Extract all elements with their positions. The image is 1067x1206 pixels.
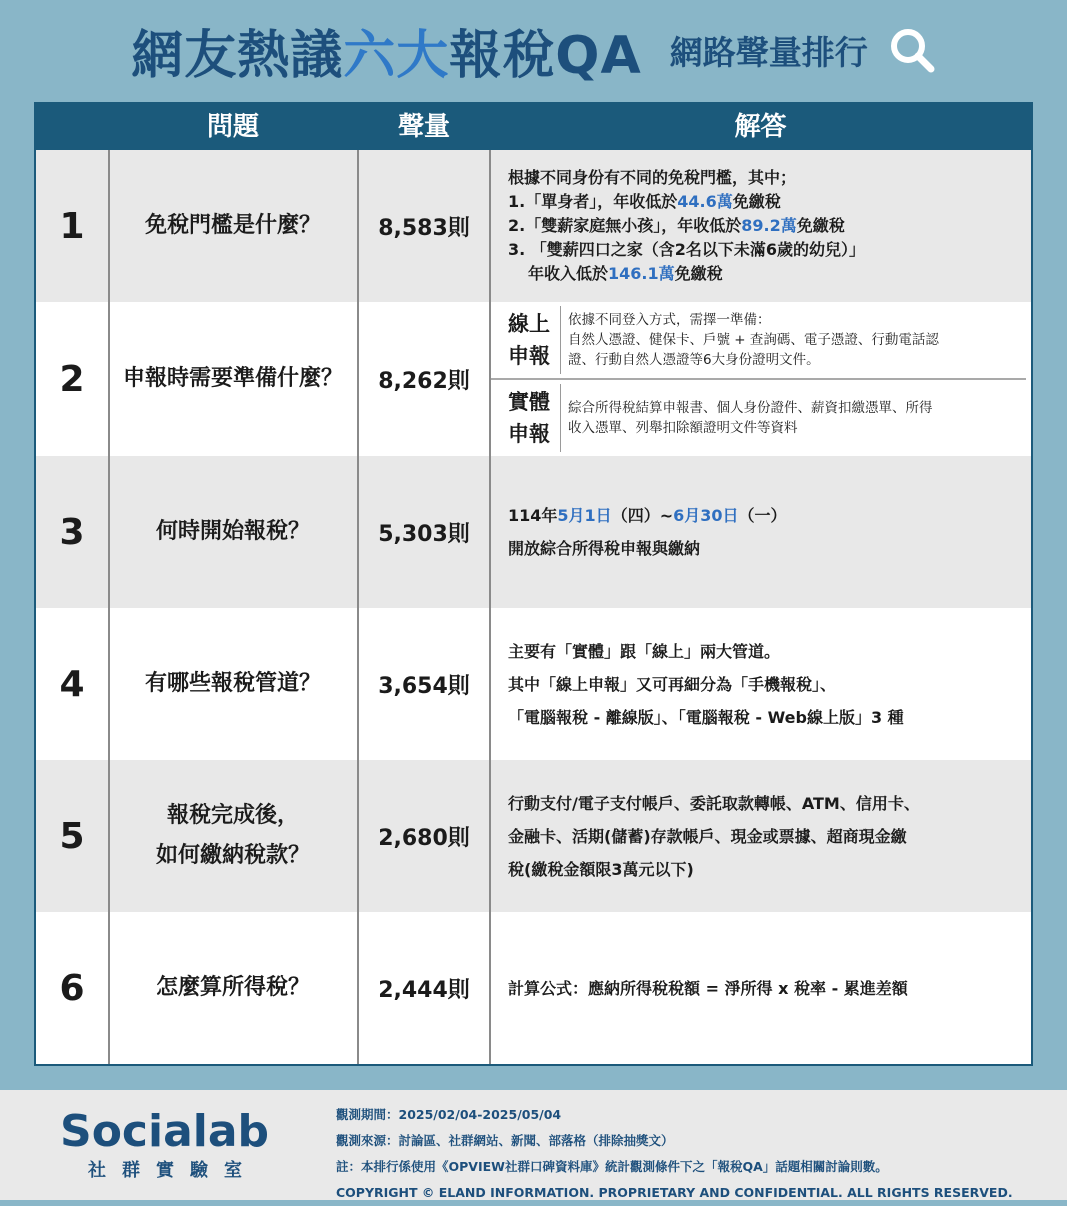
answer-line: 開放綜合所得稅申報與繳納 [508,539,701,558]
table-row [36,608,1031,760]
row-answer [490,150,1031,302]
online-filing-text: 依據不同登入方式，需擇一準備： 自然人憑證、健保卡、戶號 + 查詢碼、電子憑證、行動電話認 證、行動自然人憑證等6大身份證明文件。 [568,312,939,368]
header-volume: 聲量 [397,112,450,142]
title-bar [0,0,1067,100]
answer-line: 「電腦報稅 - 離線版」、「電腦報稅 - Web線上版」3 種 [508,707,904,727]
online-filing [490,302,1026,378]
row-answer [490,302,1031,456]
footnote: 註：本排行係使用《OPVIEW社群口碑資料庫》統計觀測條件下之「報稅QA」話題相關討論則數。 [336,1159,888,1174]
row-number: 6 [59,967,85,1009]
divider [560,306,561,374]
title-highlight: 六大 [343,25,450,86]
observation-source: 觀測來源：討論區、社群網站、新聞、部落格（排除抽獎文） [336,1133,674,1148]
table-header [36,104,1031,150]
table-row [36,760,1031,912]
answer-line: 金融卡、活期(儲蓄)存款帳戶、現金或票據、超商現金繳 [508,826,907,846]
answer-line: 計算公式：應納所得稅稅額 = 淨所得 x 稅率 - 累進差額 [508,978,908,998]
row-number: 1 [59,205,85,247]
table-row [36,456,1031,608]
answer-line: 1.「單身者」，年收低於44.6萬免繳稅 [508,192,781,211]
column-divider [489,150,491,1064]
column-divider [357,150,359,1064]
footer-notes [336,1102,1056,1206]
row-volume: 2,444則 [378,977,470,1003]
header-question: 問題 [206,112,259,142]
physical-filing-label: 實體 申報 [508,390,550,446]
row-question: 免稅門檻是什麼？ [144,213,321,238]
row-volume: 8,583則 [378,215,470,241]
row-answer [490,912,1031,1064]
row-question: 有哪些報稅管道？ [144,671,321,696]
socialab-logo [60,1108,300,1188]
page-title [131,13,641,88]
row-answer [490,456,1031,608]
answer-line: 其中「線上申報」又可再細分為「手機報稅」、 [508,674,837,694]
row-question: 報稅完成後， 如何繳納稅款？ [155,803,310,868]
row-volume: 3,654則 [378,673,470,699]
row-answer [490,608,1031,760]
table-row [36,150,1031,302]
divider [560,384,561,452]
row-question: 何時開始報稅？ [155,519,310,544]
column-divider [108,150,110,1064]
row-number: 3 [59,511,85,553]
qa-table [34,102,1033,1066]
page-subtitle: 網路聲量排行 [669,32,868,72]
online-filing-label: 線上 申報 [508,312,550,368]
row-number: 5 [59,815,85,857]
answer-line: 2.「雙薪家庭無小孩」，年收低於89.2萬免繳稅 [508,216,845,235]
row-number: 4 [59,663,85,705]
row-number: 2 [59,358,85,400]
answer-line: 行動支付/電子支付帳戶、委託取款轉帳、ATM、信用卡、 [508,793,920,813]
answer-line: 根據不同身份有不同的免稅門檻，其中； [508,168,797,187]
physical-filing-text: 綜合所得稅結算申報書、個人身份證件、薪資扣繳憑單、所得 收入憑單、列舉扣除額證明文件等資料 [568,400,933,436]
row-question: 申報時需要準備什麼？ [122,366,343,391]
answer-line: 年收入低於146.1萬免繳稅 [528,264,723,283]
observation-period: 觀測期間：2025/02/04-2025/05/04 [336,1107,562,1122]
title-part2: 報稅QA [449,25,642,86]
logo-text: Socialab [60,1106,270,1157]
physical-filing [490,380,1026,456]
logo-subtitle: 社群實驗室 [88,1160,258,1181]
row-question: 怎麼算所得稅？ [155,975,310,1000]
row-answer [490,760,1031,912]
search-icon [888,26,936,74]
header-answer: 解答 [734,112,787,142]
footer [0,1090,1067,1200]
title-part1: 網友熱議 [131,25,344,86]
row-volume: 5,303則 [378,521,470,547]
row-volume: 2,680則 [378,825,470,851]
table-row [36,302,1031,456]
copyright: COPYRIGHT © ELAND INFORMATION. PROPRIETARY AND CONFIDENTIAL. ALL RIGHTS RESERVED. [336,1185,1013,1200]
answer-line: 3. 「雙薪四口之家（含2名以下未滿6歲的幼兒）」 [508,240,866,259]
table-row [36,912,1031,1064]
row-volume: 8,262則 [378,368,470,394]
answer-line: 主要有「實體」跟「線上」兩大管道。 [508,641,781,661]
answer-line: 稅(繳稅金額限3萬元以下) [508,859,694,879]
answer-line: 114年5月1日（四）~6月30日（一） [508,506,787,525]
